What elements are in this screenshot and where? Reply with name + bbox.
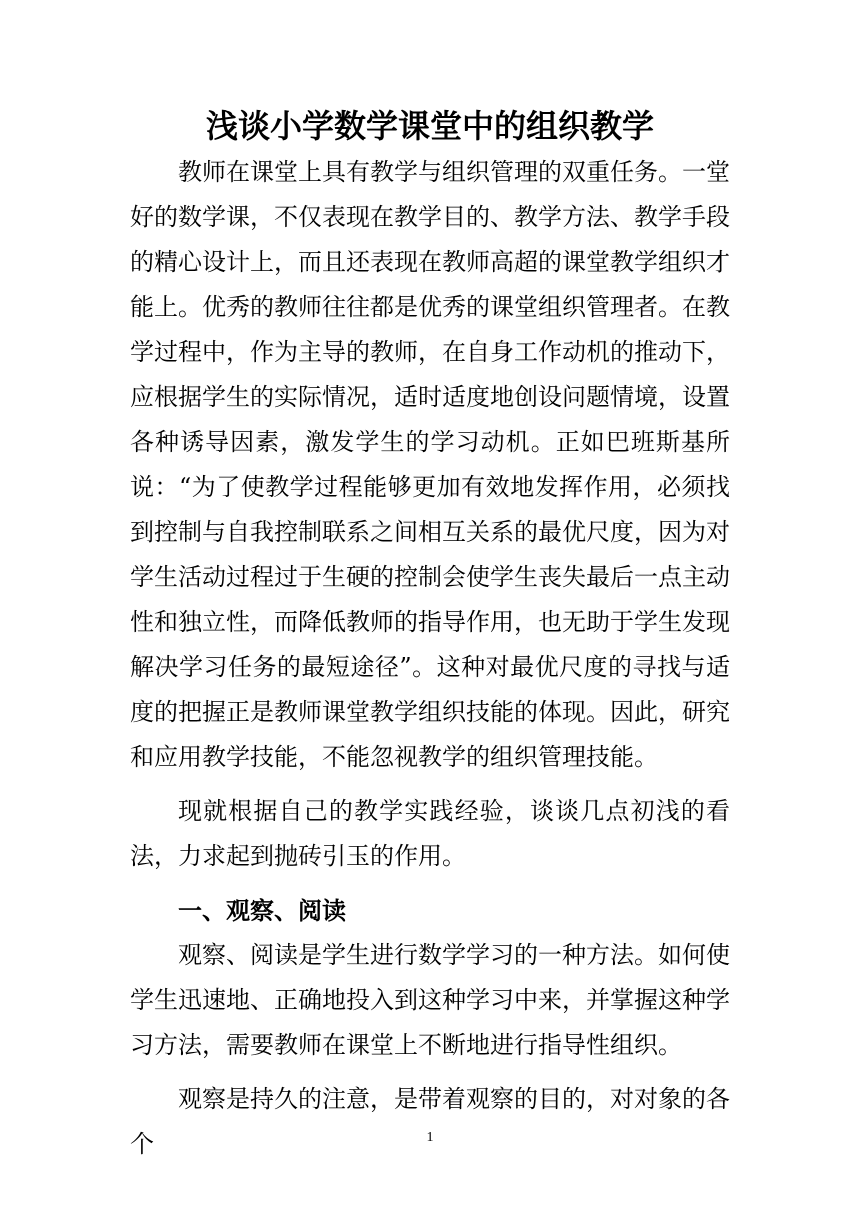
paragraph-intro: 教师在课堂上具有教学与组织管理的双重任务。一堂好的数学课，不仅表现在教学目的、教学方法、教学手段的精心设计上，而且还表现在教师高超的课堂教学组织才能上。优秀的教师往往都是优秀的课堂组织管理者。在教学过程中，作为主导的教师，在自身工作动机的推动下，应根据学生的实际情况，适时适度地创设问题情境，设置各种诱导因素，激发学生的学习动机。正如巴班斯基所说：“为了使教学过程能够更加有效地发挥作用，必须找到控制与自我控制联系之间相互关系的最优尺度，因为对学生活动过程过于生硬的控制会使学生丧失最后一点主动性和独立性，而降低教师的指导作用，也无助于学生发现解决学习任务的最短途径”。这种对最优尺度的寻找与适度的把握正是教师课堂教学组织技能的体现。因此，研究和应用教学技能，不能忽视教学的组织管理技能。 xyxy=(130,158,730,771)
paragraph-purpose: 现就根据自己的教学实践经验，谈谈几点初浅的看法，力求起到抛砖引玉的作用。 xyxy=(130,797,730,870)
document-title: 浅谈小学数学课堂中的组织教学 xyxy=(205,107,654,145)
page-number: 1 xyxy=(426,1130,434,1145)
section-heading: 一、观察、阅读 xyxy=(178,896,346,925)
paragraph-section-2: 观察是持久的注意，是带着观察的目的，对对象的各个 xyxy=(130,1085,730,1158)
paragraph-section-1: 观察、阅读是学生进行数学学习的一种方法。如何使学生迅速地、正确地投入到这种学习中来，并掌握这种学习方法，需要教师在课堂上不断地进行指导性组织。 xyxy=(130,941,730,1059)
document-body xyxy=(130,150,730,1167)
